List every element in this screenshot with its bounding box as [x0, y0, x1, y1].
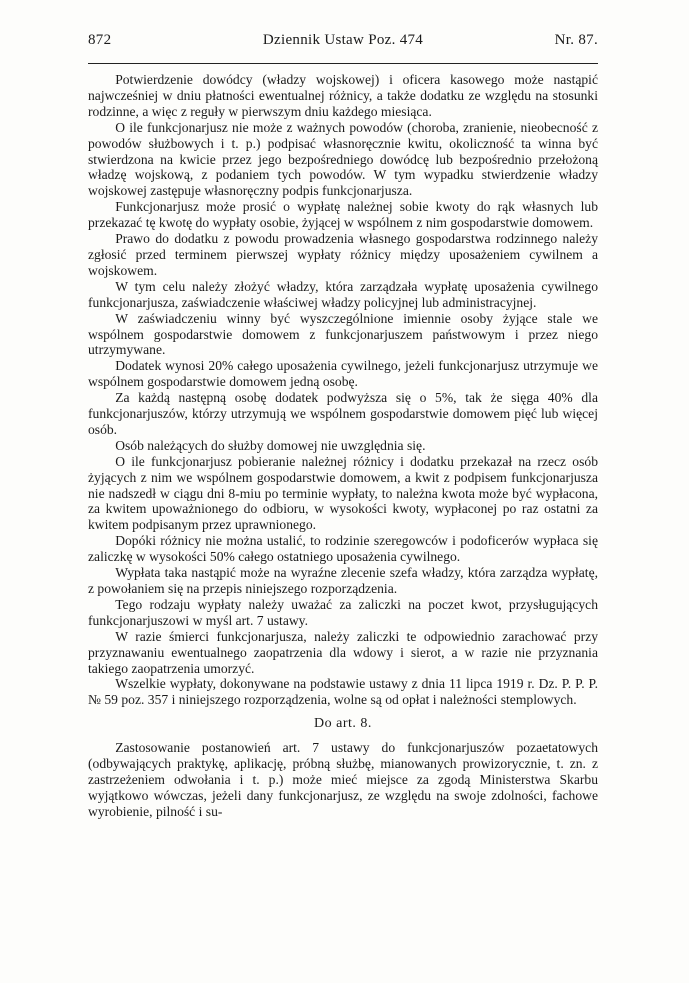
- journal-title: Dziennik Ustaw Poz. 474: [262, 32, 424, 48]
- paragraph: Wypłata taka nastąpić może na wyraźne zlecenie szefa władzy, która zarządza wypłatę, z powołaniem się na przepis niniejszego rozporządzenia.: [88, 565, 598, 596]
- paragraph: Zastosowanie postanowień art. 7 ustawy do funkcjonarjuszów pozaetatowych (odbywających praktykę, aplikację, próbną służbę, mianowanych prowizorycznie, t. zn. z zastrzeżeniem odwołania i t. p.) może mieć miejsce za zgodą Ministerstwa Skarbu wyjątkowo wówczas, jeżeli dany funkcjonarjusz, ze względu na swoje zdolności, fachowe wyrobienie, pilność i su-: [88, 740, 598, 819]
- article-body: [88, 72, 598, 820]
- paragraph: W zaświadczeniu winny być wyszczególnione imiennie osoby żyjące stale we wspólnem gospodarstwie domowem z funkcjonarjuszem państwowym i przez niego utrzymywane.: [88, 310, 598, 358]
- paragraph: Funkcjonarjusz może prosić o wypłatę należnej sobie kwoty do rąk własnych lub przekazać tę kwotę do wypłaty osobie, żyjącej w wspólnem z nim gospodarstwie domowem.: [88, 199, 598, 231]
- section-heading: Do art. 8.: [314, 716, 372, 732]
- paragraph: Wszelkie wypłaty, dokonywane na podstawie ustawy z dnia 11 lipca 1919 r. Dz. P. P. P. № 59 poz. 357 i niniejszego rozporządzenia, wolne są od opłat i należności stemplowych.: [88, 676, 598, 708]
- header-divider: [88, 63, 598, 64]
- paragraph: Dopóki różnicy nie można ustalić, to rodzinie szeregowców i podoficerów wypłaca się zaliczkę w wysokości 50% całego ostatniego uposażenia cywilnego.: [88, 533, 598, 565]
- paragraph: O ile funkcjonarjusz nie może z ważnych powodów (choroba, zranienie, nieobecność z powodów służbowych i t. p.) podpisać własnoręcznie kwitu, okoliczność ta winna być stwierdzona na kwicie przez jego bezpośredniego dowódcę lub bezpośrednio przełożoną władzę wojskową, z podaniem tych powodów. W tym wypadku stwierdzenie władzy wojskowej zastępuje własnoręczny podpis funkcjonarjusza.: [88, 119, 598, 199]
- page-header: [88, 30, 598, 50]
- paragraph: O ile funkcjonarjusz pobieranie należnej różnicy i dodatku przekazał na rzecz osób żyjących z nim we wspólnem gospodarstwie domowem, a kwit z podpisem funkcjonarjusza nie nadszedł w ciągu dni 8-miu po terminie wypłaty, to należna kwota może być wypłacona, za kwitem upoważnionego do odbioru, w wysokości kwoty, wypłaconej po raz ostatni za kwitem podpisanym przez uprawnionego.: [88, 453, 598, 533]
- paragraph: W tym celu należy złożyć władzy, która zarządzała wypłatę uposażenia cywilnego funkcjonarjusza, zaświadczenie właściwej władzy policyjnej lub administracyjnej.: [88, 278, 598, 310]
- paragraph: Za każdą następną osobę dodatek podwyższa się o 5%, tak że sięga 40% dla funkcjonarjuszów, którzy utrzymują we wspólnem gospodarstwie domowem pięć lub więcej osób.: [88, 390, 598, 437]
- paragraph: Dodatek wynosi 20% całego uposażenia cywilnego, jeżeli funkcjonarjusz utrzymuje we wspólnem gospodarstwie domowem jedną osobę.: [88, 358, 598, 390]
- paragraph: W razie śmierci funkcjonarjusza, należy zaliczki te odpowiednio zarachować przy przyznawaniu ewentualnego zaopatrzenia dla wdowy i sierot, a w razie nie przyznania takiego zaopatrzenia umorzyć.: [88, 628, 598, 676]
- issue-number: Nr. 87.: [554, 32, 598, 48]
- paragraph: Prawo do dodatku z powodu prowadzenia własnego gospodarstwa rodzinnego należy zgłosić przed terminem pierwszej wypłaty różnicy między uposażeniem cywilnem a wojskowem.: [88, 231, 598, 278]
- page-number: 872: [88, 32, 112, 48]
- paragraph: Tego rodzaju wypłaty należy uważać za zaliczki na poczet kwot, przysługujących funkcjonarjuszowi w myśl art. 7 ustawy.: [88, 596, 598, 628]
- paragraph: Osób należących do służby domowej nie uwzględnia się.: [115, 437, 426, 453]
- paragraph: Potwierdzenie dowódcy (władzy wojskowej) i oficera kasowego może nastąpić najwcześniej w dniu płatności ewentualnej różnicy, a także dodatku ze względu na stosunki rodzinne, a więc z reguły w pierwszym dniu każdego miesiąca.: [88, 72, 598, 119]
